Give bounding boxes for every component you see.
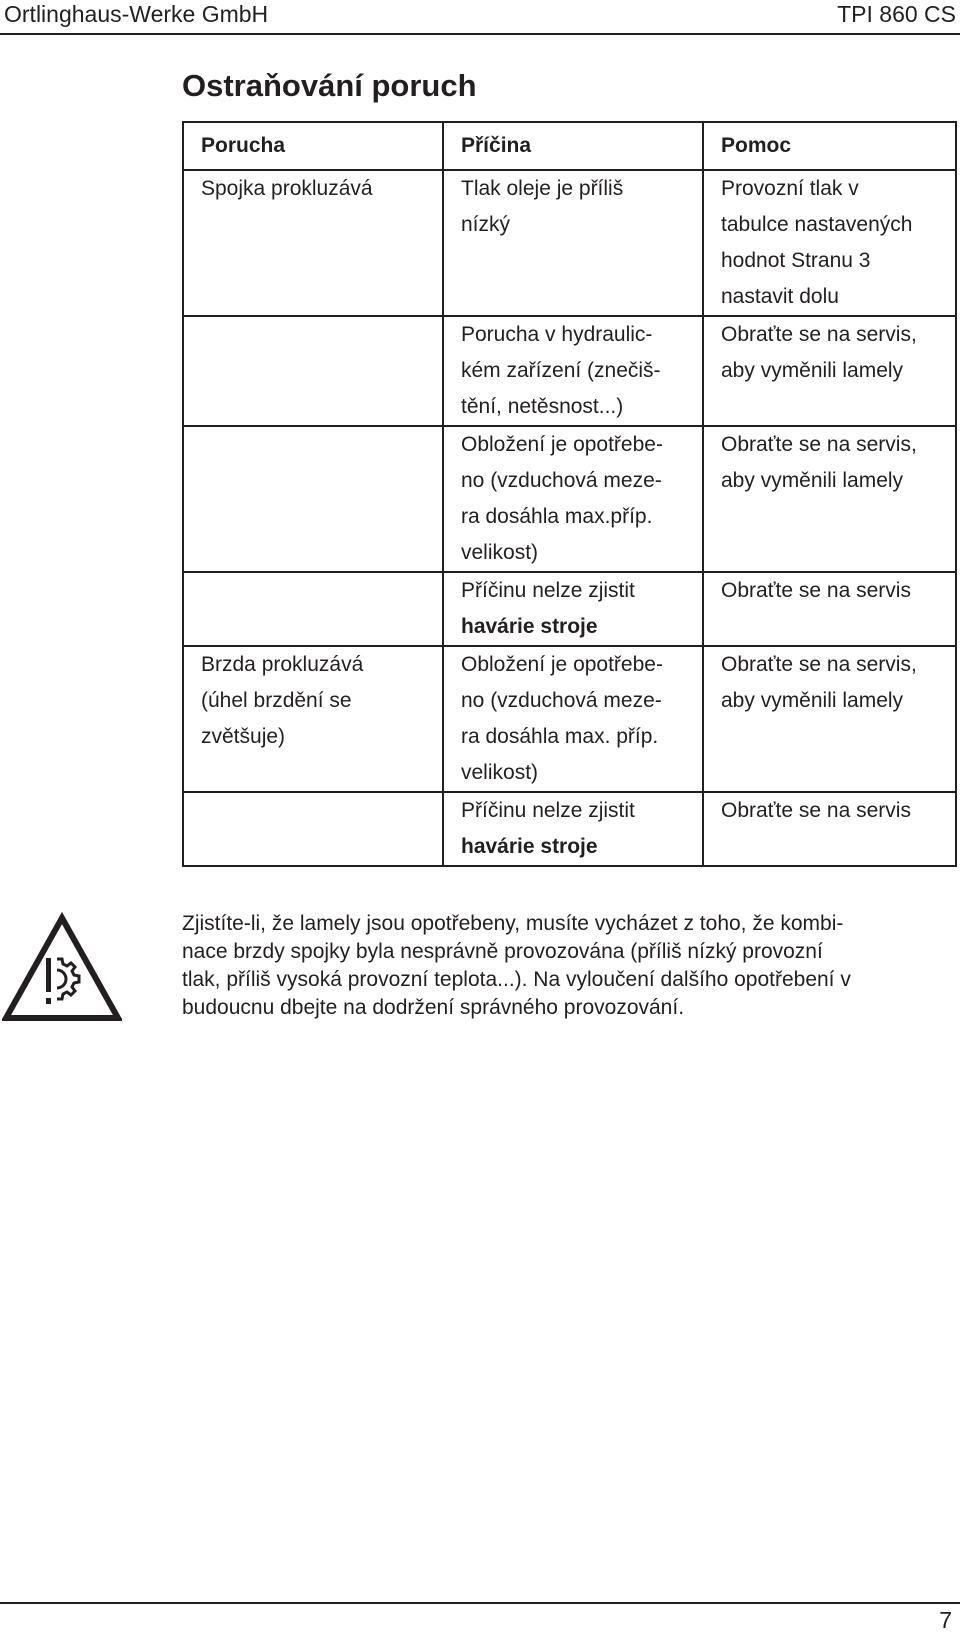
remedy-line: hodnot Stranu 3 xyxy=(721,249,871,272)
fault-line: (úhel brzdění se xyxy=(201,689,352,712)
document-id: TPI 860 CS xyxy=(837,1,956,27)
cause-line: nízký xyxy=(461,213,511,236)
warning-note xyxy=(182,910,942,1022)
cause-line: tění, netěsnost...) xyxy=(461,395,624,418)
machine-damage-warning-icon xyxy=(2,912,122,1024)
header-cause: Příčina xyxy=(443,122,703,170)
remedy-line: Obraťte se na servis xyxy=(721,799,911,822)
header-fault: Porucha xyxy=(183,122,443,170)
cause-line: Obložení je opotřebe- xyxy=(461,433,663,456)
cause-emphasis: havárie stroje xyxy=(461,835,598,858)
fault-cell xyxy=(183,426,443,572)
cause-line: Tlak oleje je příliš xyxy=(461,177,624,200)
page-number: 7 xyxy=(939,1607,952,1633)
cause-line: no (vzduchová meze- xyxy=(461,469,662,492)
remedy-cell xyxy=(703,792,956,866)
cause-cell xyxy=(443,426,703,572)
remedy-cell xyxy=(703,572,956,646)
fault-cell xyxy=(183,646,443,792)
remedy-line: Obraťte se na servis, xyxy=(721,653,917,676)
company-name: Ortlinghaus-Werke GmbH xyxy=(4,1,269,27)
page-header xyxy=(0,0,960,35)
remedy-line: aby vyměnili lamely xyxy=(721,469,904,492)
header-remedy: Pomoc xyxy=(703,122,956,170)
remedy-line: Provozní tlak v xyxy=(721,177,859,200)
remedy-line: Obraťte se na servis xyxy=(721,579,911,602)
cause-line: Porucha v hydraulic- xyxy=(461,323,653,346)
remedy-line: tabulce nastavených xyxy=(721,213,913,236)
remedy-line: Obraťte se na servis, xyxy=(721,433,917,456)
remedy-cell xyxy=(703,646,956,792)
remedy-cell xyxy=(703,170,956,316)
cause-cell xyxy=(443,316,703,426)
cause-emphasis: havárie stroje xyxy=(461,615,598,638)
note-line: tlak, příliš vysoká provozní teplota...). Na vyloučení dalšího opotřebení v xyxy=(182,968,851,991)
fault-cell xyxy=(183,170,443,316)
fault-cell xyxy=(183,572,443,646)
remedy-line: Obraťte se na servis, xyxy=(721,323,917,346)
fault-cell xyxy=(183,792,443,866)
fault-line: Spojka prokluzává xyxy=(201,177,373,200)
remedy-cell xyxy=(703,316,956,426)
table-row xyxy=(183,426,956,572)
troubleshooting-table xyxy=(182,121,957,867)
table-row xyxy=(183,792,956,866)
note-line: budoucnu dbejte na dodržení správného provozování. xyxy=(182,996,685,1019)
note-line: nace brzdy spojky byla nesprávně provozována (příliš nízký provozní xyxy=(182,940,823,963)
cause-line: ra dosáhla max.příp. xyxy=(461,505,653,528)
table-header-row xyxy=(183,122,956,170)
note-line: Zjistíte-li, že lamely jsou opotřebeny, musíte vycházet z toho, že kombi- xyxy=(182,912,844,935)
remedy-line: nastavit dolu xyxy=(721,285,839,308)
fault-cell xyxy=(183,316,443,426)
remedy-line: aby vyměnili lamely xyxy=(721,359,904,382)
remedy-line: aby vyměnili lamely xyxy=(721,689,904,712)
fault-line: Brzda prokluzává xyxy=(201,653,364,676)
table-row xyxy=(183,572,956,646)
remedy-cell xyxy=(703,426,956,572)
table-row xyxy=(183,646,956,792)
cause-line: Příčinu nelze zjistit xyxy=(461,579,635,602)
page-title: Ostraňování poruch xyxy=(182,68,477,103)
cause-line: Příčinu nelze zjistit xyxy=(461,799,635,822)
cause-line: velikost) xyxy=(461,761,539,784)
cause-line: no (vzduchová meze- xyxy=(461,689,662,712)
cause-cell xyxy=(443,170,703,316)
cause-cell xyxy=(443,572,703,646)
cause-cell xyxy=(443,646,703,792)
cause-line: kém zařízení (znečiš- xyxy=(461,359,661,382)
table-row xyxy=(183,316,956,426)
cause-cell xyxy=(443,792,703,866)
cause-line: Obložení je opotřebe- xyxy=(461,653,663,676)
footer-rule xyxy=(0,1602,960,1604)
table-row xyxy=(183,170,956,316)
cause-line: ra dosáhla max. příp. xyxy=(461,725,659,748)
fault-line: zvětšuje) xyxy=(201,725,286,748)
cause-line: velikost) xyxy=(461,541,539,564)
